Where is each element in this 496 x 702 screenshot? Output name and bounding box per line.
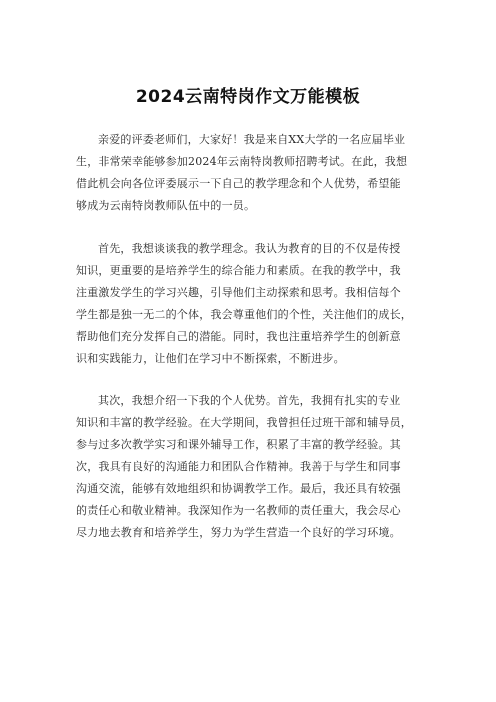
- paragraph-personal-strengths: [76, 390, 436, 544]
- paragraph-line: 首先，我想谈谈我的教学理念。我认为教育的目的不仅是传授: [98, 242, 401, 255]
- paragraph-line: 尽力地去教育和培养学生，努力为学生营造一个良好的学习环境。: [76, 526, 401, 539]
- paragraph-line: 帮助他们充分发挥自己的潜能。同时，我也注重培养学生的创新意: [76, 330, 401, 343]
- paragraph-line: 参与过多次教学实习和课外辅导工作，积累了丰富的教学经验。其: [76, 438, 401, 451]
- paragraph-line: 够成为云南特岗教师队伍中的一员。: [76, 199, 256, 212]
- paragraph-line: 知识和丰富的教学经验。在大学期间，我曾担任过班干部和辅导员，: [76, 416, 412, 429]
- paragraph-line: 知识，更重要的是培养学生的综合能力和素质。在我的教学中，我: [76, 264, 401, 277]
- paragraph-teaching-philosophy: [76, 238, 436, 370]
- paragraph-line: 识和实践能力，让他们在学习中不断探索，不断进步。: [76, 352, 345, 365]
- paragraph-line: 的责任心和敬业精神。我深知作为一名教师的责任重大，我会尽心: [76, 504, 401, 517]
- paragraph-line: 学生都是独一无二的个体，我会尊重他们的个性，关注他们的成长，: [76, 308, 412, 321]
- paragraph-line: 次，我具有良好的沟通能力和团队合作精神。我善于与学生和同事: [76, 460, 401, 473]
- paragraph-line: 亲爱的评委老师们，大家好！我是来自XX大学的一名应届毕业: [98, 133, 406, 146]
- paragraph-line: 沟通交流，能够有效地组织和协调教学工作。最后，我还具有较强: [76, 482, 401, 495]
- document-title: 2024云南特岗作文万能模板: [135, 87, 361, 107]
- paragraph-line: 注重激发学生的学习兴趣，引导他们主动探索和思考。我相信每个: [76, 286, 401, 299]
- paragraph-introduction: [76, 129, 436, 217]
- paragraph-line: 生，非常荣幸能够参加2024年云南特岗教师招聘考试。在此，我想: [76, 155, 408, 168]
- paragraph-line: 其次，我想介绍一下我的个人优势。首先，我拥有扎实的专业: [98, 394, 401, 407]
- paragraph-line: 借此机会向各位评委展示一下自己的教学理念和个人优势，希望能: [76, 177, 401, 190]
